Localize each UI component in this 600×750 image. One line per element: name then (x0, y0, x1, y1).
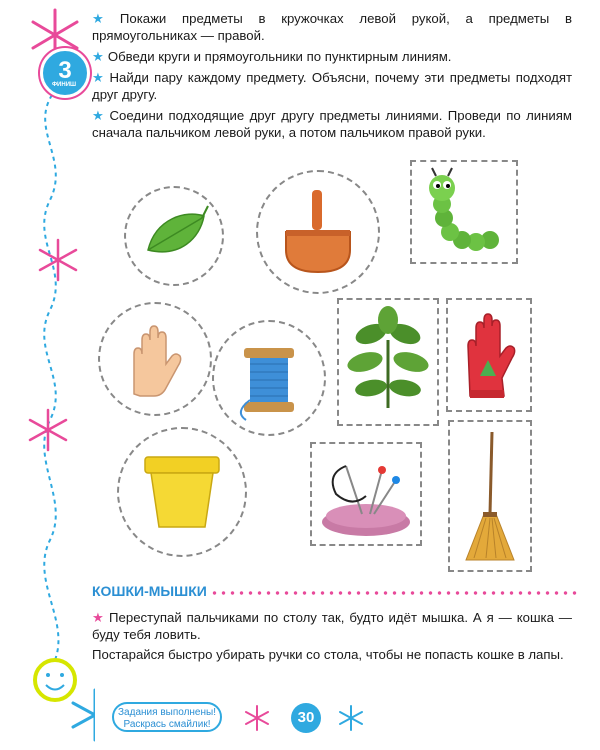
instruction-1: ★ Покажи предметы в кружочках левой рукой, а предметы в прямоугольниках — правой. (92, 11, 573, 43)
game-line-2: Постарайся быстро убирать ручки со стола, чтобы не попасть кошке в лапы. (92, 647, 564, 662)
badge-number: 3 (58, 57, 72, 84)
page-number: 30 (291, 703, 321, 733)
pincushion-box (310, 442, 422, 546)
spool-circle (212, 320, 326, 436)
task-line-1: Задания выполнены! (118, 707, 216, 718)
pot-icon (119, 429, 245, 555)
chapter-badge (40, 48, 90, 98)
spool-icon (214, 322, 324, 434)
caterpillar-icon (412, 162, 516, 262)
instruction-4: ★ Соедини подходящие друг другу предметы линиями. Проведи по линиям сначала пальчиком левой руки, а потом пальчиком правой руки. (92, 108, 572, 140)
task-complete-note (112, 702, 222, 732)
instruction-3: ★ Найди пару каждому предмету. Объясни, почему эти предметы подходят друг другу. (92, 70, 572, 102)
snowflake-icon (337, 704, 365, 732)
caterpillar-box (410, 160, 518, 264)
dustpan-icon (258, 172, 378, 292)
pot-circle (117, 427, 247, 557)
leaf-circle (124, 186, 224, 286)
star-icon: ★ (92, 610, 106, 625)
leaf-icon (126, 188, 222, 284)
glove-box (446, 298, 532, 412)
broom-box (448, 420, 532, 572)
star-icon: ★ (92, 70, 106, 85)
game-line-1: ★ Переступай пальчиками по столу так, будто идёт мышка. А я — кошка — буду тебя ловить. (92, 610, 572, 642)
instructions (92, 10, 572, 145)
badge-sub-label: ФИНИШ (51, 82, 77, 88)
star-icon: ★ (92, 108, 106, 123)
pincushion-icon (312, 444, 420, 544)
star-icon: ★ (92, 49, 104, 64)
plant-icon (339, 300, 437, 424)
game-title: КОШКИ-МЫШКИ (92, 583, 207, 599)
decorative-border (0, 0, 95, 750)
plant-box (337, 298, 439, 426)
game-text (92, 609, 572, 666)
star-icon: ★ (92, 11, 116, 26)
dustpan-circle (256, 170, 380, 294)
dotted-divider (210, 590, 580, 596)
instruction-2: ★ Обведи круги и прямоугольники по пунктирным линиям. (92, 49, 452, 64)
hand-circle (98, 302, 212, 416)
glove-icon (448, 300, 530, 410)
broom-icon (450, 422, 530, 570)
hand-icon (100, 304, 210, 414)
task-line-2: Раскрась смайлик! (123, 719, 211, 730)
snowflake-icon (243, 704, 271, 732)
